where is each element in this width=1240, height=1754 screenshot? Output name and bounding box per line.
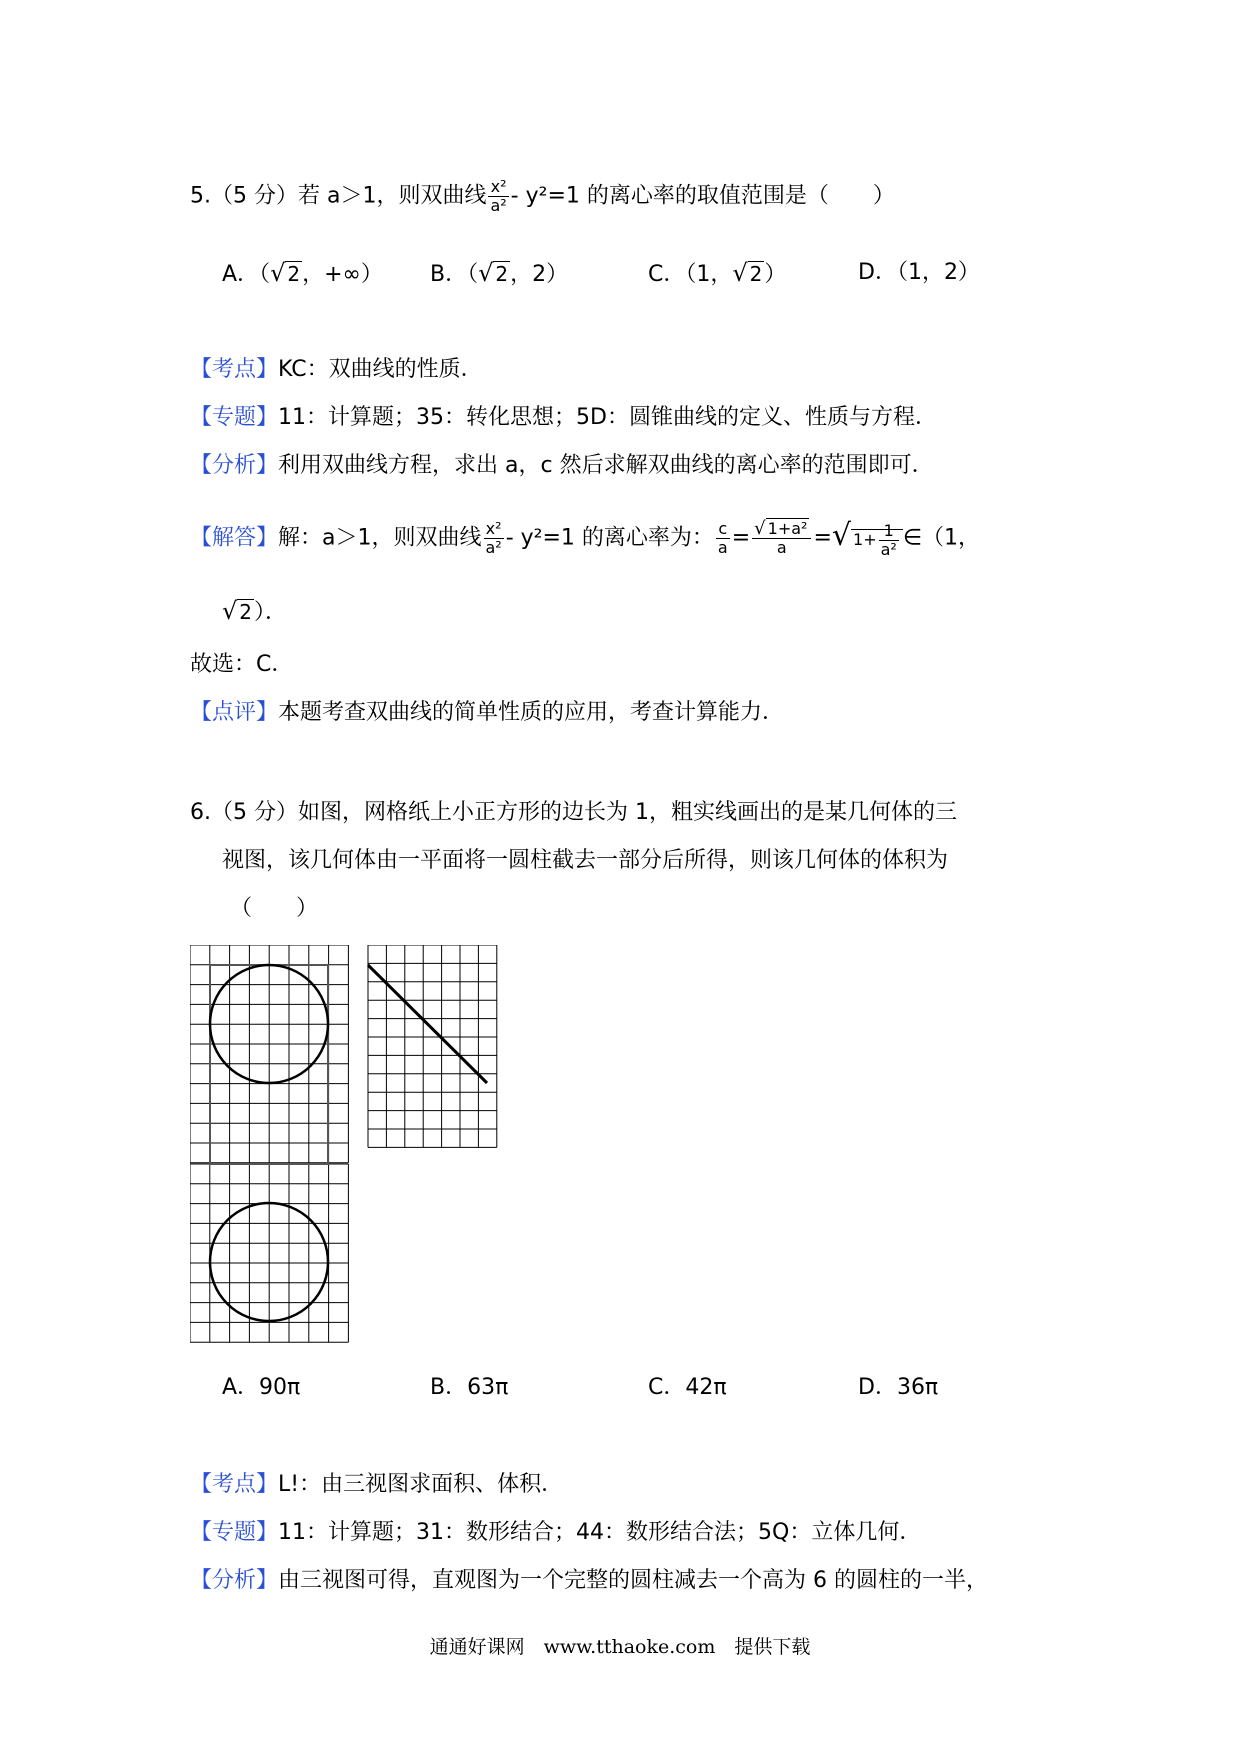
q6-option-b: B．63π (430, 1375, 509, 1400)
q6-stem-line1: 6.（5 分）如图，网格纸上小正方形的边长为 1，粗实线画出的是某几何体的三 (190, 800, 957, 825)
front-view-grid (190, 945, 348, 1163)
q6-option-d: D．36π (858, 1375, 939, 1400)
side-view-diagonal (368, 965, 487, 1083)
q5-zhuanti: 【专题】11：计算题；35：转化思想；5D：圆锥曲线的定义、性质与方程． (190, 405, 937, 430)
q5-dianping: 【点评】本题考查双曲线的简单性质的应用，考查计算能力． (190, 700, 785, 725)
q6-stem-line3: （ ） (230, 896, 319, 921)
q6-option-a: A．90π (222, 1375, 301, 1400)
q6-stem-line2: 视图，该几何体由一平面将一圆柱截去一部分后所得，则该几何体的体积为 (222, 848, 949, 873)
jieda-sqrt-big: √ 1+ $\frac{1}{\text{a²}}$ (832, 521, 903, 559)
jieda-fraction-c-over-a: $\frac{c}{a}$ (717, 519, 728, 557)
zhuanti-tag: 【专题】 (190, 405, 279, 430)
zhuanti-tag: 【专题】 (190, 1520, 279, 1545)
q6-kaodian: 【考点】L!：由三视图求面积、体积． (190, 1472, 564, 1497)
q5-jieda: 【解答】解：a＞1，则双曲线 $\frac{\text{x²}}{\text{a²}}$ - y²=1 的离心率为： $\frac{c}{a}$ = $\frac{\text{√ 1+a²}}{a}$ =√ 1+ $\frac{1}{\text{a²}}$ ∈（1， (190, 517, 981, 559)
q6-option-c: C．42π (648, 1375, 727, 1400)
jieda-fraction-sqrt: $\frac{\text{√ 1+a²}}{a}$ (752, 520, 811, 557)
q5-kaodian: 【考点】KC：双曲线的性质． (190, 357, 483, 382)
q5-jieda-line2: √ 2）． (222, 596, 287, 628)
sqrt-symbol: √ 2 (270, 259, 301, 287)
q5-stem (190, 178, 895, 215)
top-view-grid (190, 1164, 348, 1342)
q6-zhuanti: 【专题】11：计算题；31：数形结合；44：数形结合法；5Q：立体几何． (190, 1520, 922, 1545)
q5-option-a: A．（√ 2，+∞） (222, 258, 383, 290)
q6-fenxi: 【分析】由三视图可得，直观图为一个完整的圆柱减去一个高为 6 的圆柱的一半， (190, 1568, 989, 1593)
q5-stem-fraction: $\frac{\text{x²}}{\text{a²}}$ (490, 177, 507, 215)
three-view-figure (190, 945, 510, 1355)
kaodian-tag: 【考点】 (190, 1472, 279, 1497)
fenxi-tag: 【分析】 (190, 453, 279, 478)
q5-option-c: C．（1，√ 2） (648, 258, 786, 290)
kaodian-tag: 【考点】 (190, 357, 279, 382)
fenxi-tag: 【分析】 (190, 1568, 279, 1593)
q5-option-b: B．（√ 2，2） (430, 258, 568, 290)
side-view-grid (368, 945, 497, 1147)
page-footer: 通通好课网 www.tthaoke.com 提供下载 (429, 1636, 811, 1658)
q5-stem-prefix: 5.（5 分）若 a＞1，则双曲线 (190, 183, 487, 209)
q5-stem-suffix: - y²=1 的离心率的取值范围是（ ） (510, 183, 895, 209)
q5-fenxi: 【分析】利用双曲线方程，求出 a，c 然后求解双曲线的离心率的范围即可． (190, 453, 934, 478)
jieda-tag: 【解答】 (190, 525, 279, 551)
sqrt-symbol: √ 2 (732, 259, 763, 287)
q5-option-d: D．（1，2） (858, 260, 980, 285)
sqrt-symbol: √ 2 (222, 597, 253, 625)
sqrt-symbol: √ 2 (478, 259, 509, 287)
dianping-tag: 【点评】 (190, 700, 279, 725)
jieda-fraction-1: $\frac{\text{x²}}{\text{a²}}$ (485, 519, 502, 557)
q5-guxuan: 故选：C． (190, 652, 294, 677)
